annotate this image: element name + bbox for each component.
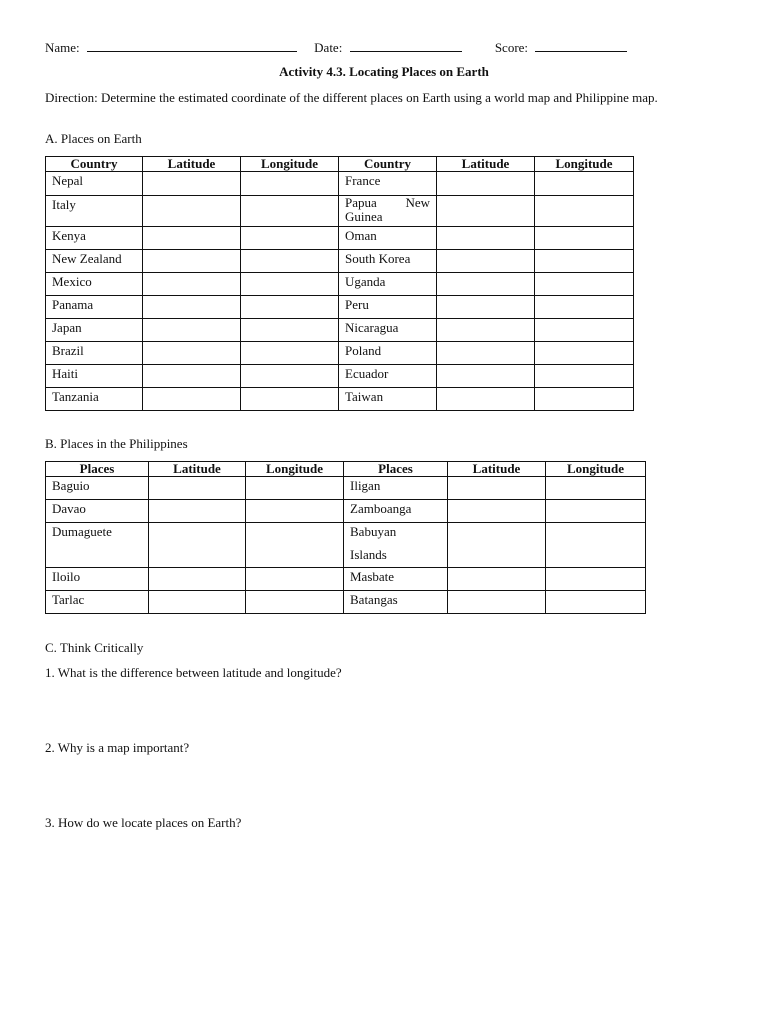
latitude-cell[interactable] [143,172,241,196]
place-cell: Batangas [344,591,448,614]
latitude-cell[interactable] [437,227,535,250]
longitude-cell[interactable] [241,196,339,227]
place-cell: Iligan [344,477,448,500]
longitude-cell[interactable] [241,273,339,296]
place-cell: Tarlac [46,591,149,614]
longitude-cell[interactable] [546,523,646,568]
latitude-cell[interactable] [437,172,535,196]
table-row [46,388,634,411]
longitude-cell[interactable] [535,365,634,388]
country-cell: France [339,172,437,196]
latitude-cell[interactable] [437,296,535,319]
longitude-cell[interactable] [535,319,634,342]
place-text: Babuyan [350,524,397,539]
latitude-cell[interactable] [149,568,246,591]
table-row [46,342,634,365]
table-row [46,273,634,296]
column-header: Places [344,462,448,477]
country-cell: Oman [339,227,437,250]
latitude-cell[interactable] [149,477,246,500]
country-cell: Japan [46,319,143,342]
column-header: Longitude [241,157,339,172]
latitude-cell[interactable] [143,319,241,342]
longitude-cell[interactable] [241,342,339,365]
column-header: Country [46,157,143,172]
longitude-cell[interactable] [241,250,339,273]
table-row [46,591,646,614]
longitude-cell[interactable] [535,296,634,319]
longitude-cell[interactable] [546,568,646,591]
direction-text: Direction: Determine the estimated coordinate of the different places on Earth using a world map and Philippine map. [45,90,658,105]
place-cell: Baguio [46,477,149,500]
name-field[interactable] [87,39,297,52]
name-label: Name: [45,40,80,55]
latitude-cell[interactable] [143,250,241,273]
longitude-cell[interactable] [535,196,634,227]
activity-title: Activity 4.3. Locating Places on Earth [279,64,489,79]
latitude-cell[interactable] [448,591,546,614]
longitude-cell[interactable] [535,388,634,411]
place-cell [344,523,448,568]
latitude-cell[interactable] [437,342,535,365]
table-row [46,365,634,388]
longitude-cell[interactable] [241,296,339,319]
latitude-cell[interactable] [143,273,241,296]
places-on-earth-table [45,156,634,411]
column-header: Country [339,157,437,172]
latitude-cell[interactable] [448,477,546,500]
table-row [46,500,646,523]
score-field[interactable] [535,39,627,52]
longitude-cell[interactable] [246,477,344,500]
latitude-cell[interactable] [143,196,241,227]
latitude-cell[interactable] [143,342,241,365]
table-header-row [46,157,634,172]
section-c-heading: C. Think Critically [45,640,144,655]
latitude-cell[interactable] [143,365,241,388]
column-header: Longitude [535,157,634,172]
table-row [46,523,646,568]
latitude-cell[interactable] [437,319,535,342]
table-header-row [46,462,646,477]
latitude-cell[interactable] [149,523,246,568]
country-cell: New Zealand [46,250,143,273]
longitude-cell[interactable] [246,500,344,523]
longitude-cell[interactable] [535,227,634,250]
latitude-cell[interactable] [437,273,535,296]
longitude-cell[interactable] [241,319,339,342]
country-cell: Nicaragua [339,319,437,342]
place-cell: Masbate [344,568,448,591]
column-header: Longitude [246,462,344,477]
latitude-cell[interactable] [149,591,246,614]
longitude-cell[interactable] [246,591,344,614]
place-cell: Iloilo [46,568,149,591]
longitude-cell[interactable] [241,365,339,388]
longitude-cell[interactable] [546,500,646,523]
latitude-cell[interactable] [143,296,241,319]
table-row [46,296,634,319]
longitude-cell[interactable] [246,523,344,568]
country-cell: Uganda [339,273,437,296]
latitude-cell[interactable] [448,500,546,523]
country-cell: South Korea [339,250,437,273]
column-header: Places [46,462,149,477]
country-cell: Mexico [46,273,143,296]
country-cell: Brazil [46,342,143,365]
column-header: Latitude [149,462,246,477]
country-cell: Peru [339,296,437,319]
table-row [46,172,634,196]
section-a-heading: A. Places on Earth [45,131,142,146]
latitude-cell[interactable] [448,568,546,591]
longitude-cell[interactable] [546,477,646,500]
date-label: Date: [314,40,343,55]
latitude-cell[interactable] [143,388,241,411]
country-text: Papua New Guinea [345,195,430,224]
country-cell: Tanzania [46,388,143,411]
country-cell: Ecuador [339,365,437,388]
column-header: Latitude [448,462,546,477]
question-1: 1. What is the difference between latitude and longitude? [45,665,342,680]
country-cell: Haiti [46,365,143,388]
latitude-cell[interactable] [437,388,535,411]
table-row [46,568,646,591]
country-cell: Taiwan [339,388,437,411]
latitude-cell[interactable] [149,500,246,523]
latitude-cell[interactable] [437,365,535,388]
longitude-cell[interactable] [246,568,344,591]
question-2: 2. Why is a map important? [45,740,190,755]
column-header: Latitude [437,157,535,172]
column-header: Latitude [143,157,241,172]
longitude-cell[interactable] [535,273,634,296]
longitude-cell[interactable] [535,172,634,196]
column-header: Longitude [546,462,646,477]
table-row [46,319,634,342]
country-cell: Panama [46,296,143,319]
longitude-cell[interactable] [535,250,634,273]
longitude-cell[interactable] [241,172,339,196]
country-cell: Kenya [46,227,143,250]
country-cell: Nepal [46,172,143,196]
place-text: Islands [350,547,387,562]
longitude-cell[interactable] [535,342,634,365]
place-cell: Zamboanga [344,500,448,523]
latitude-cell[interactable] [437,250,535,273]
place-cell: Dumaguete [46,523,149,568]
latitude-cell[interactable] [437,196,535,227]
date-field[interactable] [350,39,462,52]
question-3: 3. How do we locate places on Earth? [45,815,242,830]
place-cell: Davao [46,500,149,523]
country-cell: Poland [339,342,437,365]
table-row [46,477,646,500]
table-row [46,196,634,227]
table-row [46,227,634,250]
places-in-philippines-table [45,461,646,614]
table-row [46,250,634,273]
score-label: Score: [494,40,529,55]
country-cell: Italy [46,196,143,227]
longitude-cell[interactable] [241,388,339,411]
latitude-cell[interactable] [448,523,546,568]
longitude-cell[interactable] [546,591,646,614]
latitude-cell[interactable] [143,227,241,250]
country-cell [339,196,437,227]
section-b-heading: B. Places in the Philippines [45,436,188,451]
header-line [45,39,627,56]
longitude-cell[interactable] [241,227,339,250]
